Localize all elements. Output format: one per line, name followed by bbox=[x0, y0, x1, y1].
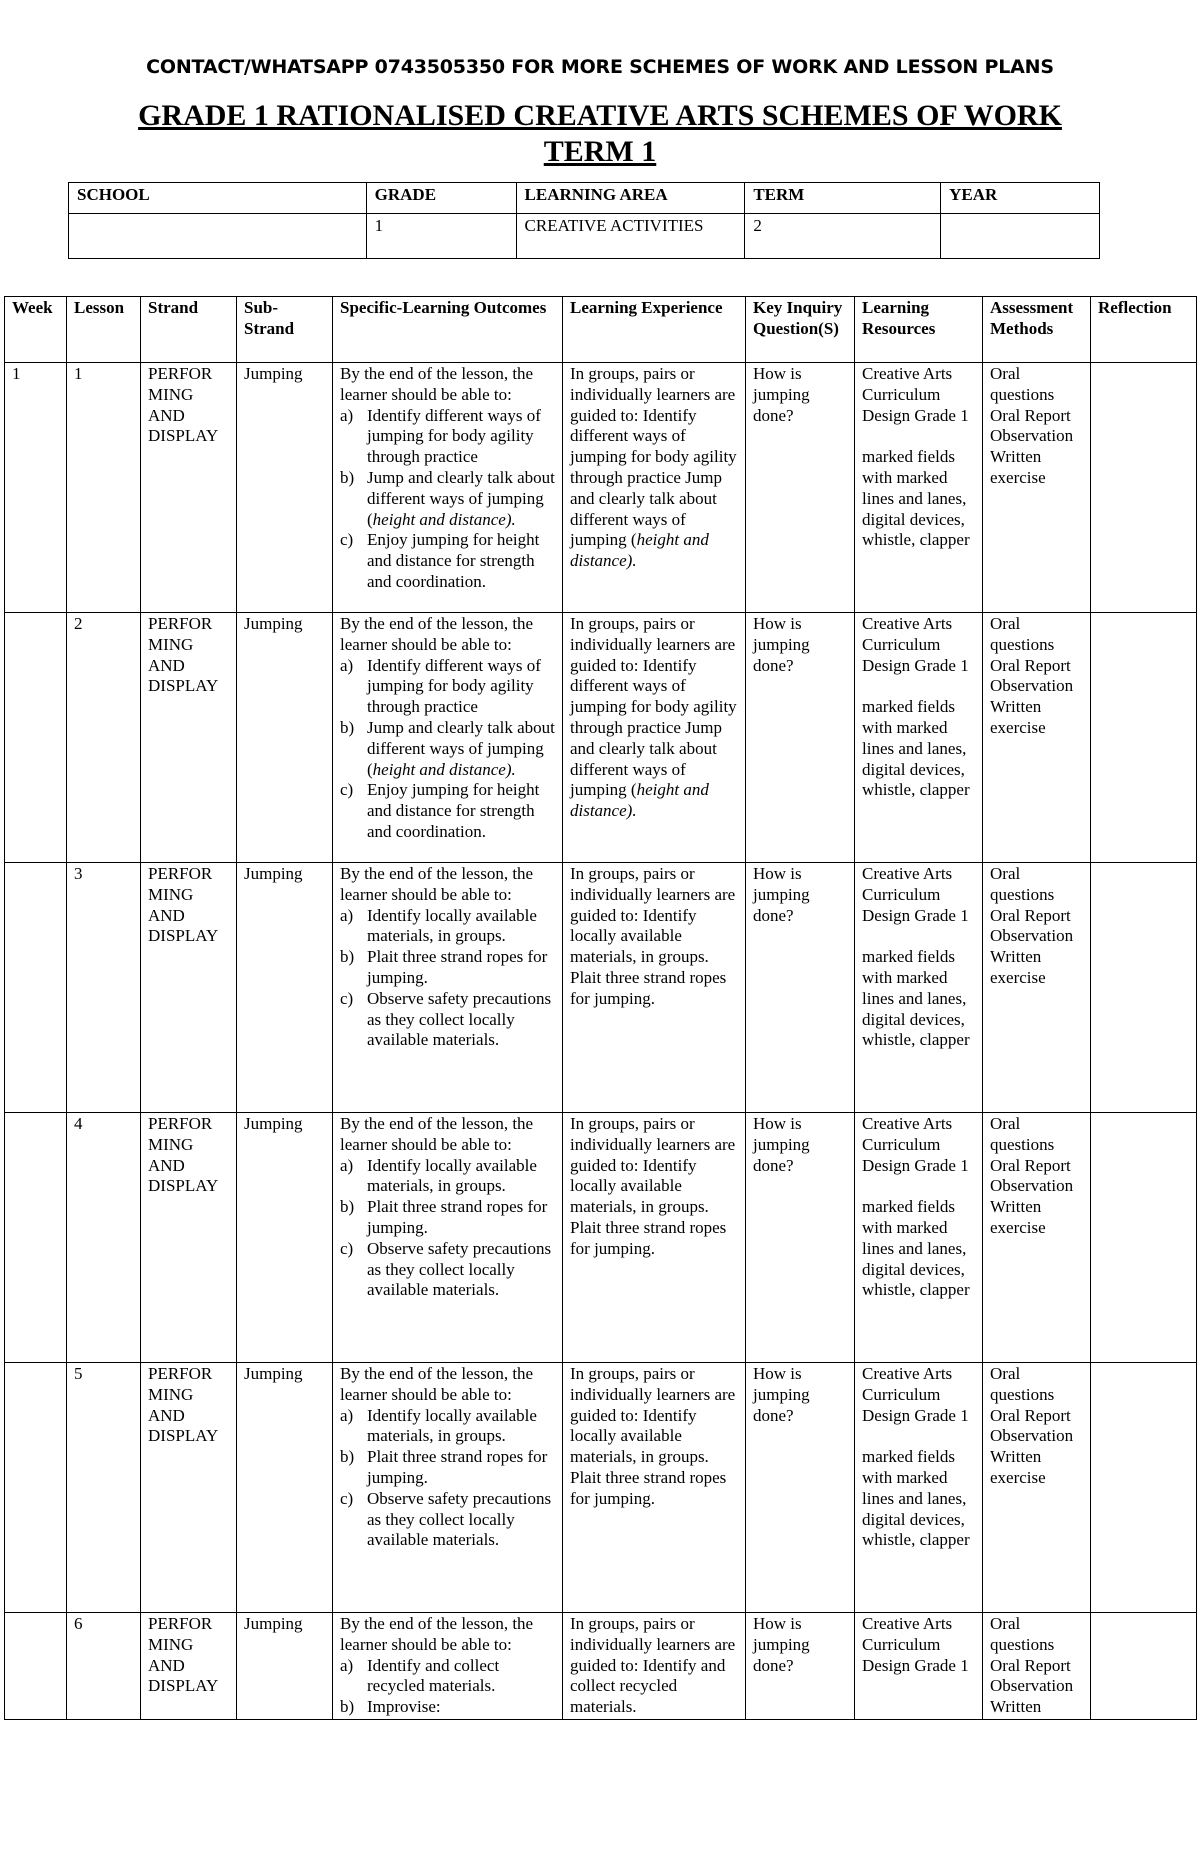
table-row bbox=[5, 1613, 1197, 1720]
question-cell: How is jumping done? bbox=[746, 1363, 855, 1613]
column-header-outcomes: Specific-Learning Outcomes bbox=[333, 297, 563, 363]
list-item bbox=[340, 656, 555, 718]
resources-cell bbox=[855, 613, 983, 863]
list-marker: a) bbox=[340, 905, 354, 925]
list-marker: c) bbox=[340, 530, 354, 550]
outcome-text: Identify locally available materials, in groups. bbox=[367, 1405, 537, 1446]
list-item bbox=[340, 1489, 555, 1551]
resources-materials: marked fields with marked lines and lanes, digital devices, whistle, clapper bbox=[862, 447, 970, 550]
document-title bbox=[0, 98, 1200, 170]
column-header-week: Week bbox=[5, 297, 67, 363]
column-header-question: Key Inquiry Question(S) bbox=[746, 297, 855, 363]
list-item bbox=[340, 718, 555, 780]
lesson-cell: 5 bbox=[67, 1363, 141, 1613]
outcome-text: Observe safety precautions as they collect locally available materials. bbox=[367, 1488, 552, 1550]
question-cell: How is jumping done? bbox=[746, 1113, 855, 1363]
scheme-of-work-table bbox=[4, 296, 1197, 1720]
experience-text: In groups, pairs or individually learners are guided to: Identify locally available materials, in groups. Plait three strand ropes for jumping. bbox=[570, 1114, 736, 1258]
outcomes-cell bbox=[333, 863, 563, 1113]
list-marker: b) bbox=[340, 947, 355, 967]
outcome-text: Jump and clearly talk about different ways of jumping ( bbox=[367, 717, 555, 779]
outcomes-cell bbox=[333, 1613, 563, 1720]
list-item bbox=[340, 406, 555, 468]
info-header-year: YEAR bbox=[941, 183, 1100, 214]
experience-text: In groups, pairs or individually learners are guided to: Identify locally available materials, in groups. Plait three strand ropes for jumping. bbox=[570, 864, 736, 1008]
list-item bbox=[340, 780, 555, 842]
lesson-cell: 1 bbox=[67, 363, 141, 613]
outcome-text: Identify and collect recycled materials. bbox=[367, 1655, 500, 1696]
question-cell: How is jumping done? bbox=[746, 863, 855, 1113]
strand-cell: PERFOR MING AND DISPLAY bbox=[141, 613, 237, 863]
strand-cell: PERFOR MING AND DISPLAY bbox=[141, 863, 237, 1113]
column-header-resources: Learning Resources bbox=[855, 297, 983, 363]
outcome-text: Observe safety precautions as they collect locally available materials. bbox=[367, 1238, 552, 1300]
column-header-lesson: Lesson bbox=[67, 297, 141, 363]
list-item bbox=[340, 468, 555, 530]
outcomes-list bbox=[340, 656, 555, 843]
info-header-row bbox=[69, 183, 1100, 214]
outcomes-intro: By the end of the lesson, the learner should be able to: bbox=[340, 1114, 534, 1154]
outcome-text: Plait three strand ropes for jumping. bbox=[367, 1197, 548, 1237]
list-marker: a) bbox=[340, 1655, 354, 1675]
strand-cell: PERFOR MING AND DISPLAY bbox=[141, 363, 237, 613]
substrand-cell: Jumping bbox=[237, 863, 333, 1113]
resources-text: Creative Arts Curriculum Design Grade 1 bbox=[862, 1614, 969, 1675]
outcomes-cell bbox=[333, 1113, 563, 1363]
experience-text: In groups, pairs or individually learners are guided to: Identify locally available materials, in groups. Plait three strand ropes for jumping. bbox=[570, 1364, 736, 1508]
list-marker: c) bbox=[340, 1488, 354, 1508]
list-item bbox=[340, 1697, 555, 1718]
reflection-cell bbox=[1091, 613, 1197, 863]
resources-materials: marked fields with marked lines and lanes, digital devices, whistle, clapper bbox=[862, 947, 970, 1050]
table-row bbox=[5, 613, 1197, 863]
title-line-2: TERM 1 bbox=[543, 135, 657, 168]
experience-text: In groups, pairs or individually learners are guided to: Identify different ways of jumping for body agility through practice Jump and clearly talk about different ways of jumping ( bbox=[570, 364, 737, 550]
column-header-assessment: Assessment Methods bbox=[983, 297, 1091, 363]
outcome-text: Observe safety precautions as they collect locally available materials. bbox=[367, 988, 552, 1050]
list-item bbox=[340, 1197, 555, 1239]
lesson-cell: 2 bbox=[67, 613, 141, 863]
list-item bbox=[340, 1656, 555, 1698]
resources-materials: marked fields with marked lines and lanes, digital devices, whistle, clapper bbox=[862, 1197, 970, 1300]
outcome-text: Jump and clearly talk about different ways of jumping ( bbox=[367, 467, 555, 529]
resources-text: Creative Arts Curriculum Design Grade 1 bbox=[862, 1114, 969, 1175]
assessment-cell: Oral questions Oral Report Observation Written exercise bbox=[983, 613, 1091, 863]
list-marker: a) bbox=[340, 1155, 354, 1175]
outcomes-list bbox=[340, 906, 555, 1052]
list-marker: a) bbox=[340, 655, 354, 675]
experience-cell bbox=[563, 863, 746, 1113]
substrand-cell: Jumping bbox=[237, 1613, 333, 1720]
list-item bbox=[340, 530, 555, 592]
list-marker: c) bbox=[340, 780, 354, 800]
list-item bbox=[340, 1406, 555, 1448]
experience-cell bbox=[563, 1113, 746, 1363]
info-header-term: TERM bbox=[745, 183, 941, 214]
reflection-cell bbox=[1091, 1613, 1197, 1720]
list-marker: a) bbox=[340, 405, 354, 425]
experience-text: In groups, pairs or individually learners are guided to: Identify different ways of jumping for body agility through practice Jump and clearly talk about different ways of jumping ( bbox=[570, 614, 737, 800]
outcome-text: Enjoy jumping for height and distance for strength and coordination. bbox=[367, 780, 540, 841]
outcomes-list bbox=[340, 406, 555, 593]
list-marker: b) bbox=[340, 467, 355, 487]
week-cell bbox=[5, 1113, 67, 1363]
outcomes-intro: By the end of the lesson, the learner should be able to: bbox=[340, 1614, 534, 1654]
question-cell: How is jumping done? bbox=[746, 1613, 855, 1720]
list-marker: a) bbox=[340, 1405, 354, 1425]
outcomes-intro: By the end of the lesson, the learner should be able to: bbox=[340, 614, 534, 654]
outcome-text: Plait three strand ropes for jumping. bbox=[367, 1447, 548, 1487]
assessment-cell: Oral questions Oral Report Observation Written exercise bbox=[983, 863, 1091, 1113]
list-item bbox=[340, 1239, 555, 1301]
list-marker: b) bbox=[340, 1197, 355, 1217]
experience-text: In groups, pairs or individually learners are guided to: Identify and collect recycled materials. bbox=[570, 1614, 736, 1717]
title-line-1: GRADE 1 RATIONALISED CREATIVE ARTS SCHEMES OF WORK bbox=[138, 99, 1062, 132]
resources-text: Creative Arts Curriculum Design Grade 1 bbox=[862, 864, 969, 925]
list-item bbox=[340, 1447, 555, 1489]
column-header-sub-strand: Sub-Strand bbox=[237, 297, 333, 363]
table-row bbox=[5, 863, 1197, 1113]
reflection-cell bbox=[1091, 363, 1197, 613]
assessment-cell: Oral questions Oral Report Observation Written bbox=[983, 1613, 1091, 1720]
column-header-row bbox=[5, 297, 1197, 363]
week-cell bbox=[5, 1363, 67, 1613]
week-cell bbox=[5, 1613, 67, 1720]
list-item bbox=[340, 906, 555, 948]
assessment-cell: Oral questions Oral Report Observation Written exercise bbox=[983, 1113, 1091, 1363]
question-cell: How is jumping done? bbox=[746, 363, 855, 613]
resources-materials: marked fields with marked lines and lanes, digital devices, whistle, clapper bbox=[862, 697, 970, 800]
outcomes-intro: By the end of the lesson, the learner should be able to: bbox=[340, 864, 534, 904]
substrand-cell: Jumping bbox=[237, 613, 333, 863]
resources-text: Creative Arts Curriculum Design Grade 1 bbox=[862, 614, 969, 675]
list-item bbox=[340, 947, 555, 989]
resources-materials: marked fields with marked lines and lanes, digital devices, whistle, clapper bbox=[862, 1447, 970, 1550]
lesson-cell: 6 bbox=[67, 1613, 141, 1720]
list-item bbox=[340, 1156, 555, 1198]
assessment-cell: Oral questions Oral Report Observation Written exercise bbox=[983, 363, 1091, 613]
column-header-experience: Learning Experience bbox=[563, 297, 746, 363]
week-cell bbox=[5, 613, 67, 863]
resources-text: Creative Arts Curriculum Design Grade 1 bbox=[862, 1364, 969, 1425]
experience-italic-text: height and distance). bbox=[570, 530, 709, 571]
assessment-cell: Oral questions Oral Report Observation Written exercise bbox=[983, 1363, 1091, 1613]
week-cell bbox=[5, 863, 67, 1113]
outcome-text: Identify locally available materials, in groups. bbox=[367, 905, 537, 946]
info-value-learning-area: CREATIVE ACTIVITIES bbox=[516, 214, 745, 259]
resources-cell bbox=[855, 1613, 983, 1720]
school-info-table bbox=[68, 182, 1100, 259]
outcomes-intro: By the end of the lesson, the learner should be able to: bbox=[340, 364, 534, 404]
reflection-cell bbox=[1091, 1113, 1197, 1363]
list-item bbox=[340, 989, 555, 1051]
column-header-reflection: Reflection bbox=[1091, 297, 1197, 363]
list-marker: b) bbox=[340, 1697, 355, 1717]
outcome-text: Improvise: bbox=[367, 1697, 441, 1717]
resources-cell bbox=[855, 1113, 983, 1363]
strand-cell: PERFOR MING AND DISPLAY bbox=[141, 1113, 237, 1363]
column-header-strand: Strand bbox=[141, 297, 237, 363]
reflection-cell bbox=[1091, 1363, 1197, 1613]
experience-cell bbox=[563, 1363, 746, 1613]
outcomes-intro: By the end of the lesson, the learner should be able to: bbox=[340, 1364, 534, 1404]
list-marker: c) bbox=[340, 988, 354, 1008]
outcomes-list bbox=[340, 1156, 555, 1302]
info-value-year bbox=[941, 214, 1100, 259]
experience-cell bbox=[563, 1613, 746, 1720]
outcome-text: Identify different ways of jumping for body agility through practice bbox=[367, 405, 541, 467]
outcomes-cell bbox=[333, 613, 563, 863]
lesson-cell: 4 bbox=[67, 1113, 141, 1363]
experience-cell bbox=[563, 613, 746, 863]
info-value-row bbox=[69, 214, 1100, 259]
outcome-text: Identify different ways of jumping for body agility through practice bbox=[367, 655, 541, 717]
lesson-cell: 3 bbox=[67, 863, 141, 1113]
experience-cell bbox=[563, 363, 746, 613]
outcomes-cell bbox=[333, 363, 563, 613]
resources-cell bbox=[855, 863, 983, 1113]
info-value-grade: 1 bbox=[366, 214, 516, 259]
info-header-school: SCHOOL bbox=[69, 183, 367, 214]
substrand-cell: Jumping bbox=[237, 1363, 333, 1613]
strand-cell: PERFOR MING AND DISPLAY bbox=[141, 1613, 237, 1720]
info-value-school bbox=[69, 214, 367, 259]
list-marker: c) bbox=[340, 1238, 354, 1258]
outcome-text: Enjoy jumping for height and distance for strength and coordination. bbox=[367, 530, 540, 591]
resources-cell bbox=[855, 1363, 983, 1613]
substrand-cell: Jumping bbox=[237, 1113, 333, 1363]
outcome-italic-text: height and distance). bbox=[372, 509, 516, 529]
table-row bbox=[5, 363, 1197, 613]
list-marker: b) bbox=[340, 1447, 355, 1467]
table-row bbox=[5, 1113, 1197, 1363]
outcome-italic-text: height and distance). bbox=[372, 759, 516, 779]
info-value-term: 2 bbox=[745, 214, 941, 259]
resources-cell bbox=[855, 363, 983, 613]
outcomes-list bbox=[340, 1656, 555, 1718]
week-cell: 1 bbox=[5, 363, 67, 613]
table-row bbox=[5, 1363, 1197, 1613]
contact-banner: CONTACT/WHATSAPP 0743505350 FOR MORE SCHEMES OF WORK AND LESSON PLANS bbox=[146, 56, 1054, 78]
strand-cell: PERFOR MING AND DISPLAY bbox=[141, 1363, 237, 1613]
info-header-grade: GRADE bbox=[366, 183, 516, 214]
outcome-text: Plait three strand ropes for jumping. bbox=[367, 947, 548, 987]
outcomes-list bbox=[340, 1406, 555, 1552]
reflection-cell bbox=[1091, 863, 1197, 1113]
substrand-cell: Jumping bbox=[237, 363, 333, 613]
outcome-text: Identify locally available materials, in groups. bbox=[367, 1155, 537, 1196]
info-header-learning-area: LEARNING AREA bbox=[516, 183, 745, 214]
resources-text: Creative Arts Curriculum Design Grade 1 bbox=[862, 364, 969, 425]
experience-italic-text: height and distance). bbox=[570, 780, 709, 821]
outcomes-cell bbox=[333, 1363, 563, 1613]
list-marker: b) bbox=[340, 717, 355, 737]
question-cell: How is jumping done? bbox=[746, 613, 855, 863]
